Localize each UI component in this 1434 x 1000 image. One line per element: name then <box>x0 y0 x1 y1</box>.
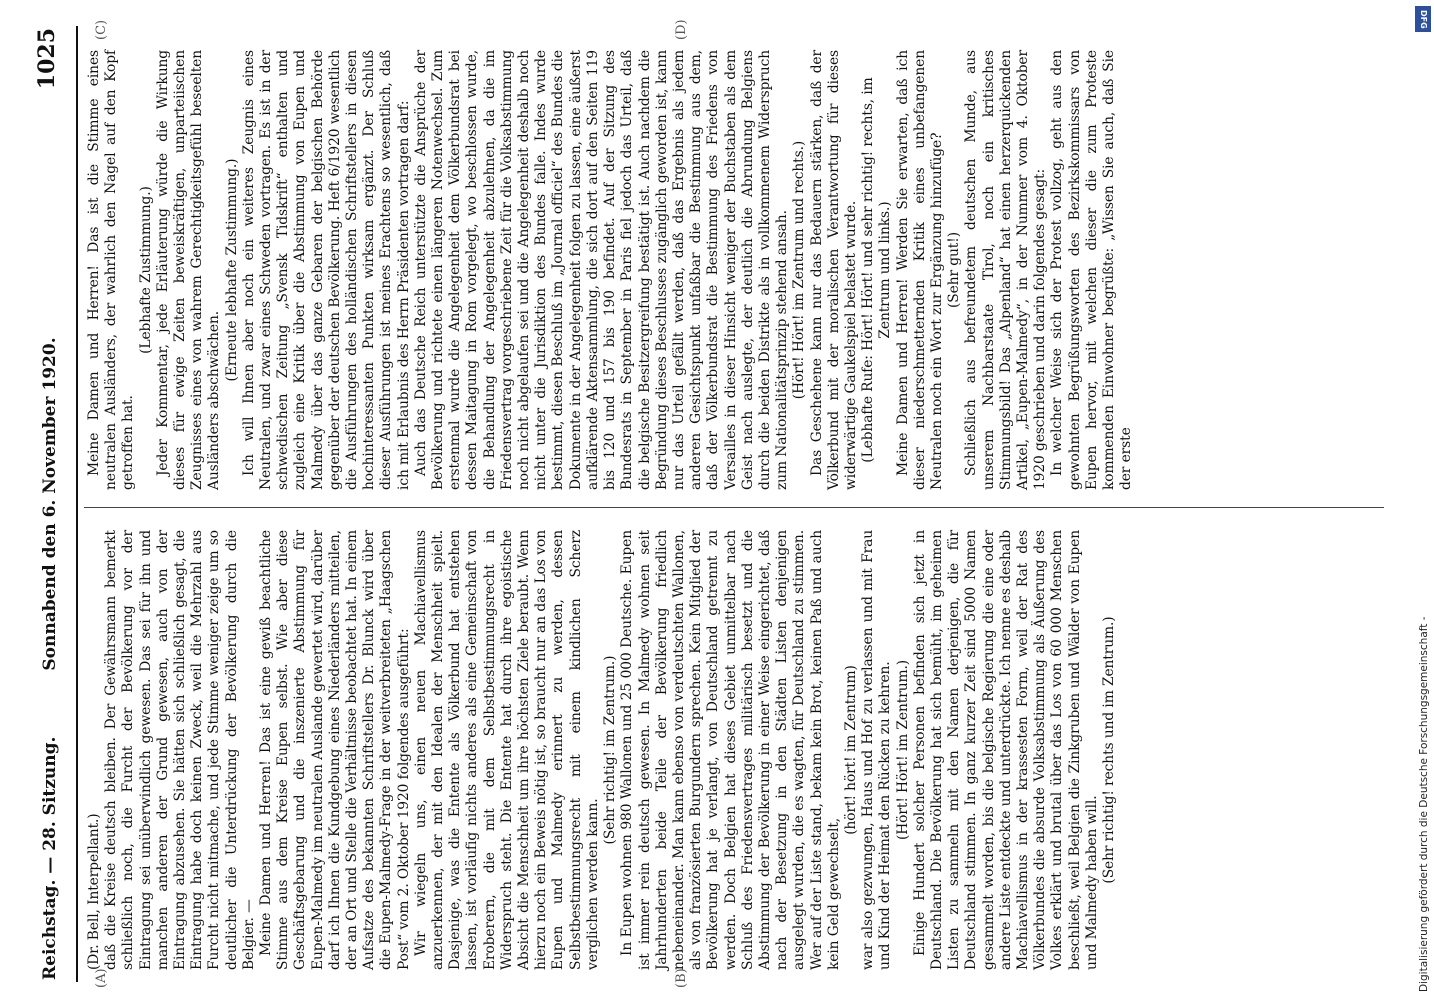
interjection: (Erneute lebhafte Zustimmung.) <box>223 158 240 382</box>
digitization-credit: Digitalisierung gefördert durch die Deutsche Forschungsgemeinschaft - <box>1418 616 1430 992</box>
paragraph: Das Geschehene kann nur das Bedauern stärken, daß der Völkerbund mit der moralischen Verantwortung für dieses widerwärtige Gaukelspiel belastet wurde. <box>808 50 859 490</box>
interjection: (Hört! Hört! im Zentrum.) <box>894 659 911 841</box>
paragraph: Meine Damen und Herren! Das ist eine gewiß beachtliche Stimme aus dem Kreise Eupen selbst. Wie aber diese Geschäftsgebarung und die inszenierte Abstimmung für Eupen-Malmedy im neutralen Auslande gewertet wird, darüber darf ich Ihnen die Kundgebung eines Niederländers mitteilen, der an Ort und Stelle die Verhältnisse beobachtet hat. In einem Aufsatze des bekannten Schriftstellers Dr. Blunck wird über die Eupen-Malmedy-Frage in der weitverbreiteten „Haagschen Post“ vom 2. Oktober 1920 folgendes ausgeführt: <box>258 530 412 970</box>
paragraph: (Dr. Bell, Interpellant.) <box>86 813 102 970</box>
interjection: (hört! hört! im Zentrum) <box>842 665 859 835</box>
page-header <box>32 28 76 980</box>
interjection: (Sehr gut!) <box>946 232 963 308</box>
interjection: (Hört! Hört! im Zentrum und rechts.) <box>791 140 808 400</box>
interjection: (Sehr richtig! im Zentrum.) <box>602 655 619 845</box>
paragraph: daß die Kreise deutsch bleiben. Der Gewährsmann bemerkt schließlich noch, die Furcht der Bevölkerung vor der Eintragung sei unüberwindlich gewesen. Das sei für ihn und manchen anderen der Grund gewesen, auch von der Eintragung abzusehen. Sie hätten sich schließlich gesagt, die Eintragung habe doch keinen Zweck, weil die Mehrzahl aus Furcht nicht mitmache, und jede Stimme weniger zeige um so deutlicher die Unterdrückung der Bevölkerung durch die Belgier. — <box>103 530 257 970</box>
rotated-page <box>24 18 1404 990</box>
paragraph: Jeder Kommentar, jede Erläuterung würde die Wirkung dieses für ewige Zeiten beweiskräftigen, unparteiischen Zeugnisses eines von wahrem Gerechtigkeitsgefühl beseelten Ausländers abschwächen. <box>154 50 223 490</box>
dfg-logo: DFG <box>1415 6 1431 32</box>
marker-b: (B) <box>674 968 689 988</box>
paragraph: Schließlich aus befreundetem deutschen Munde, aus unserem Nachbarstaate Tirol, noch ein kritisches Stimmungsbild! Das „Alpenland“ hat einen herzerquickenden Artikel, „Eupen-Malmedy“, in der Nummer vom 4. Oktober 1920 geschrieben und darin folgendes gesagt: <box>963 50 1049 490</box>
header-rule <box>76 26 78 982</box>
paragraph: Meine Damen und Herren! Das ist die Stimme eines neutralen Ausländers, der wahrlich den Nagel auf den Kopf getroffen hat. <box>86 50 137 490</box>
left-column <box>86 530 1118 970</box>
paragraph: In welcher Weise sich der Protest vollzog, geht aus den gewohnten Begrüßungsworten des Bezirkskommissars von Eupen hervor, mit welchen dieser die zum Proteste kommenden Einwohner begrüßte: „Wissen Sie auch, daß Sie der erste <box>1049 50 1135 490</box>
interjection: (Lebhafte Rufe: Hört! Hört! und sehr richtig! rechts, im Zentrum und links.) <box>860 77 894 463</box>
paragraph: Einige Hundert solcher Personen befinden sich jetzt in Deutschland. Die Bevölkerung hat sich bemüht, im geheimen Listen zu sammeln mit den Namen derjenigen, die für Deutschland stimmen. In ganz kurzer Zeit sind 5000 Namen gesammelt worden, bis die belgische Regierung die eine oder andere Liste entdeckte und unterdrückte. Ich nenne es deshalb Machiavellismus in der krassesten Form, weil der Rat des Völkerbundes die absurde Volksabstimmung als Äußerung des Volkes erklärt und brutal über das Los von 60 000 Menschen beschließt, weil Belgien die Zinkgruben und Wälder von Eupen und Malmedy haben will. <box>911 530 1100 970</box>
header-date: Sonnabend den 6. November 1920. <box>40 337 60 671</box>
digitization-margin-note <box>1412 0 1434 1000</box>
paragraph: Auch das Deutsche Reich unterstützte die Ansprüche der Bevölkerung und richtete einen längeren Notenwechsel. Zum erstenmal wurde die Angelegenheit dem Völkerbundsrat bei dessen Maitagung in Rom vorgelegt, wo beschlossen wurde, die Behandlung der Angelegenheit abzulehnen, da die im Friedensvertrag vorgeschriebene Zeit für die Volksabstimmung noch nicht abgelaufen sei und die Angelegenheit deshalb noch nicht unter die Jurisdiktion des Bundes falle. Indes wurde bestimmt, diesen Beschluß im „Journal officiel“ des Bundes die Dokumente in der Angelegenheit folgen zu lassen, eine äußerst aufklärende Aktensammlung, die sich dort auf den Seiten 119 bis 120 und 157 bis 190 befindet. Auf der Sitzung des Bundesrats in September in Paris fiel jedoch das Urteil, daß die belgische Besitzergreifung bestätigt ist. Auch nachdem die Begründung dieses Beschlusses zugänglich geworden ist, kann nur das Urteil gefällt werden, daß das Ergebnis als jedem anderen Gesichtspunkt unfaßbar die Bestimmung aus dem, daß der Völkerbundsrat die Bestimmung des Friedens von Versailles in dieser Hinsicht weniger der Buchstaben als dem Geist nach auslegte, der deutlich die Abrundung Belgiens durch die beiden Distrikte als in vollkommenem Widerspruch zum Nationalitätsprinzip stehend ansah. <box>412 50 791 490</box>
paragraph: war also gezwungen, Haus und Hof zu verlassen und mit Frau und Kind der Heimat den Rücken zu kehren. <box>860 530 894 970</box>
header-session: Reichstag. — 28. Sitzung. <box>40 736 60 980</box>
page-number: 1025 <box>34 28 60 90</box>
right-column <box>86 50 1135 490</box>
interjection: (Sehr richtig! rechts und im Zentrum.) <box>1100 616 1117 884</box>
paragraph: Ich will Ihnen aber noch ein weiteres Zeugnis eines Neutralen, und zwar eines Schweden vortragen. Es ist in der schwedischen Zeitung „Svensk Tidskrift“ enthalten und zugleich eine Kritik über die Abstimmung von Eupen und Malmedy über das ganze Gebaren der belgischen Behörde gegenüber der deutschen Bevölkerung. Heft 6/1920 wesentlich die Ausführungen des holländischen Schriftstellers in diesen hochinteressanten Punkten wirksam ergänzt. Der Schluß dieser Ausführungen ist meines Erachtens so wesentlich, daß ich mit Erlaubnis des Herrn Präsidenten vortragen darf: <box>240 50 412 490</box>
column-divider <box>84 507 1384 508</box>
marker-d: (D) <box>674 19 689 40</box>
interjection: (Lebhafte Zustimmung.) <box>137 186 154 354</box>
paragraph: Meine Damen und Herren! Werden Sie erwarten, daß ich dieser niederschmetternden Kritik eines unbefangenen Neutralen noch ein Wort zur Ergänzung hinzufüge? <box>894 50 945 490</box>
marker-c: (C) <box>94 19 109 40</box>
marker-a: (A) <box>94 968 109 988</box>
paragraph: In Eupen wohnen 980 Wallonen und 25 000 Deutsche. Eupen ist immer rein deutsch gewesen. In Malmedy wohnen seit Jahrhunderten beide Teile der Bevölkerung friedlich nebeneinander. Man kann ebenso von verdeutschten Wallonen, als von französierten Burgundern sprechen. Kein Mitglied der Bevölkerung hat je verlangt, von Deutschland getrennt zu werden. Doch Belgien hat dieses Gebiet unmittelbar nach Schluß des Friedensvertrages militärisch besetzt und die Abstimmung der Bevölkerung in einer Weise eingerichtet, daß nach der Besetzung in den Städten Listen denjenigen ausgelegt wurden, die es wagten, für Deutschland zu stimmen. Wer auf der Liste stand, bekam kein Brot, keinen Paß und auch kein Geld gewechselt, <box>619 530 842 970</box>
paragraph: Wir wiegeln uns, einen neuen Machiavellismus anzuerkennen, der mit den Idealen der Menschheit spielt. Dasjenige, was die Entente als Völkerbund hat entstehen lassen, ist vorläufig nichts anderes als eine Gemeinschaft von Eroberern, die mit dem Selbstbestimmungsrecht in Widerspruch steht. Die Entente hat durch ihre egoistische Absicht die Menschheit um ihre höchsten Ziele beraubt. Wenn hierzu noch ein Beweis nötig ist, so braucht nur an das Los von Eupen und Malmedy erinnert zu werden, dessen Selbstbestimmungsrecht mit einem kindlichen Scherz verglichen werden kann. <box>412 530 601 970</box>
